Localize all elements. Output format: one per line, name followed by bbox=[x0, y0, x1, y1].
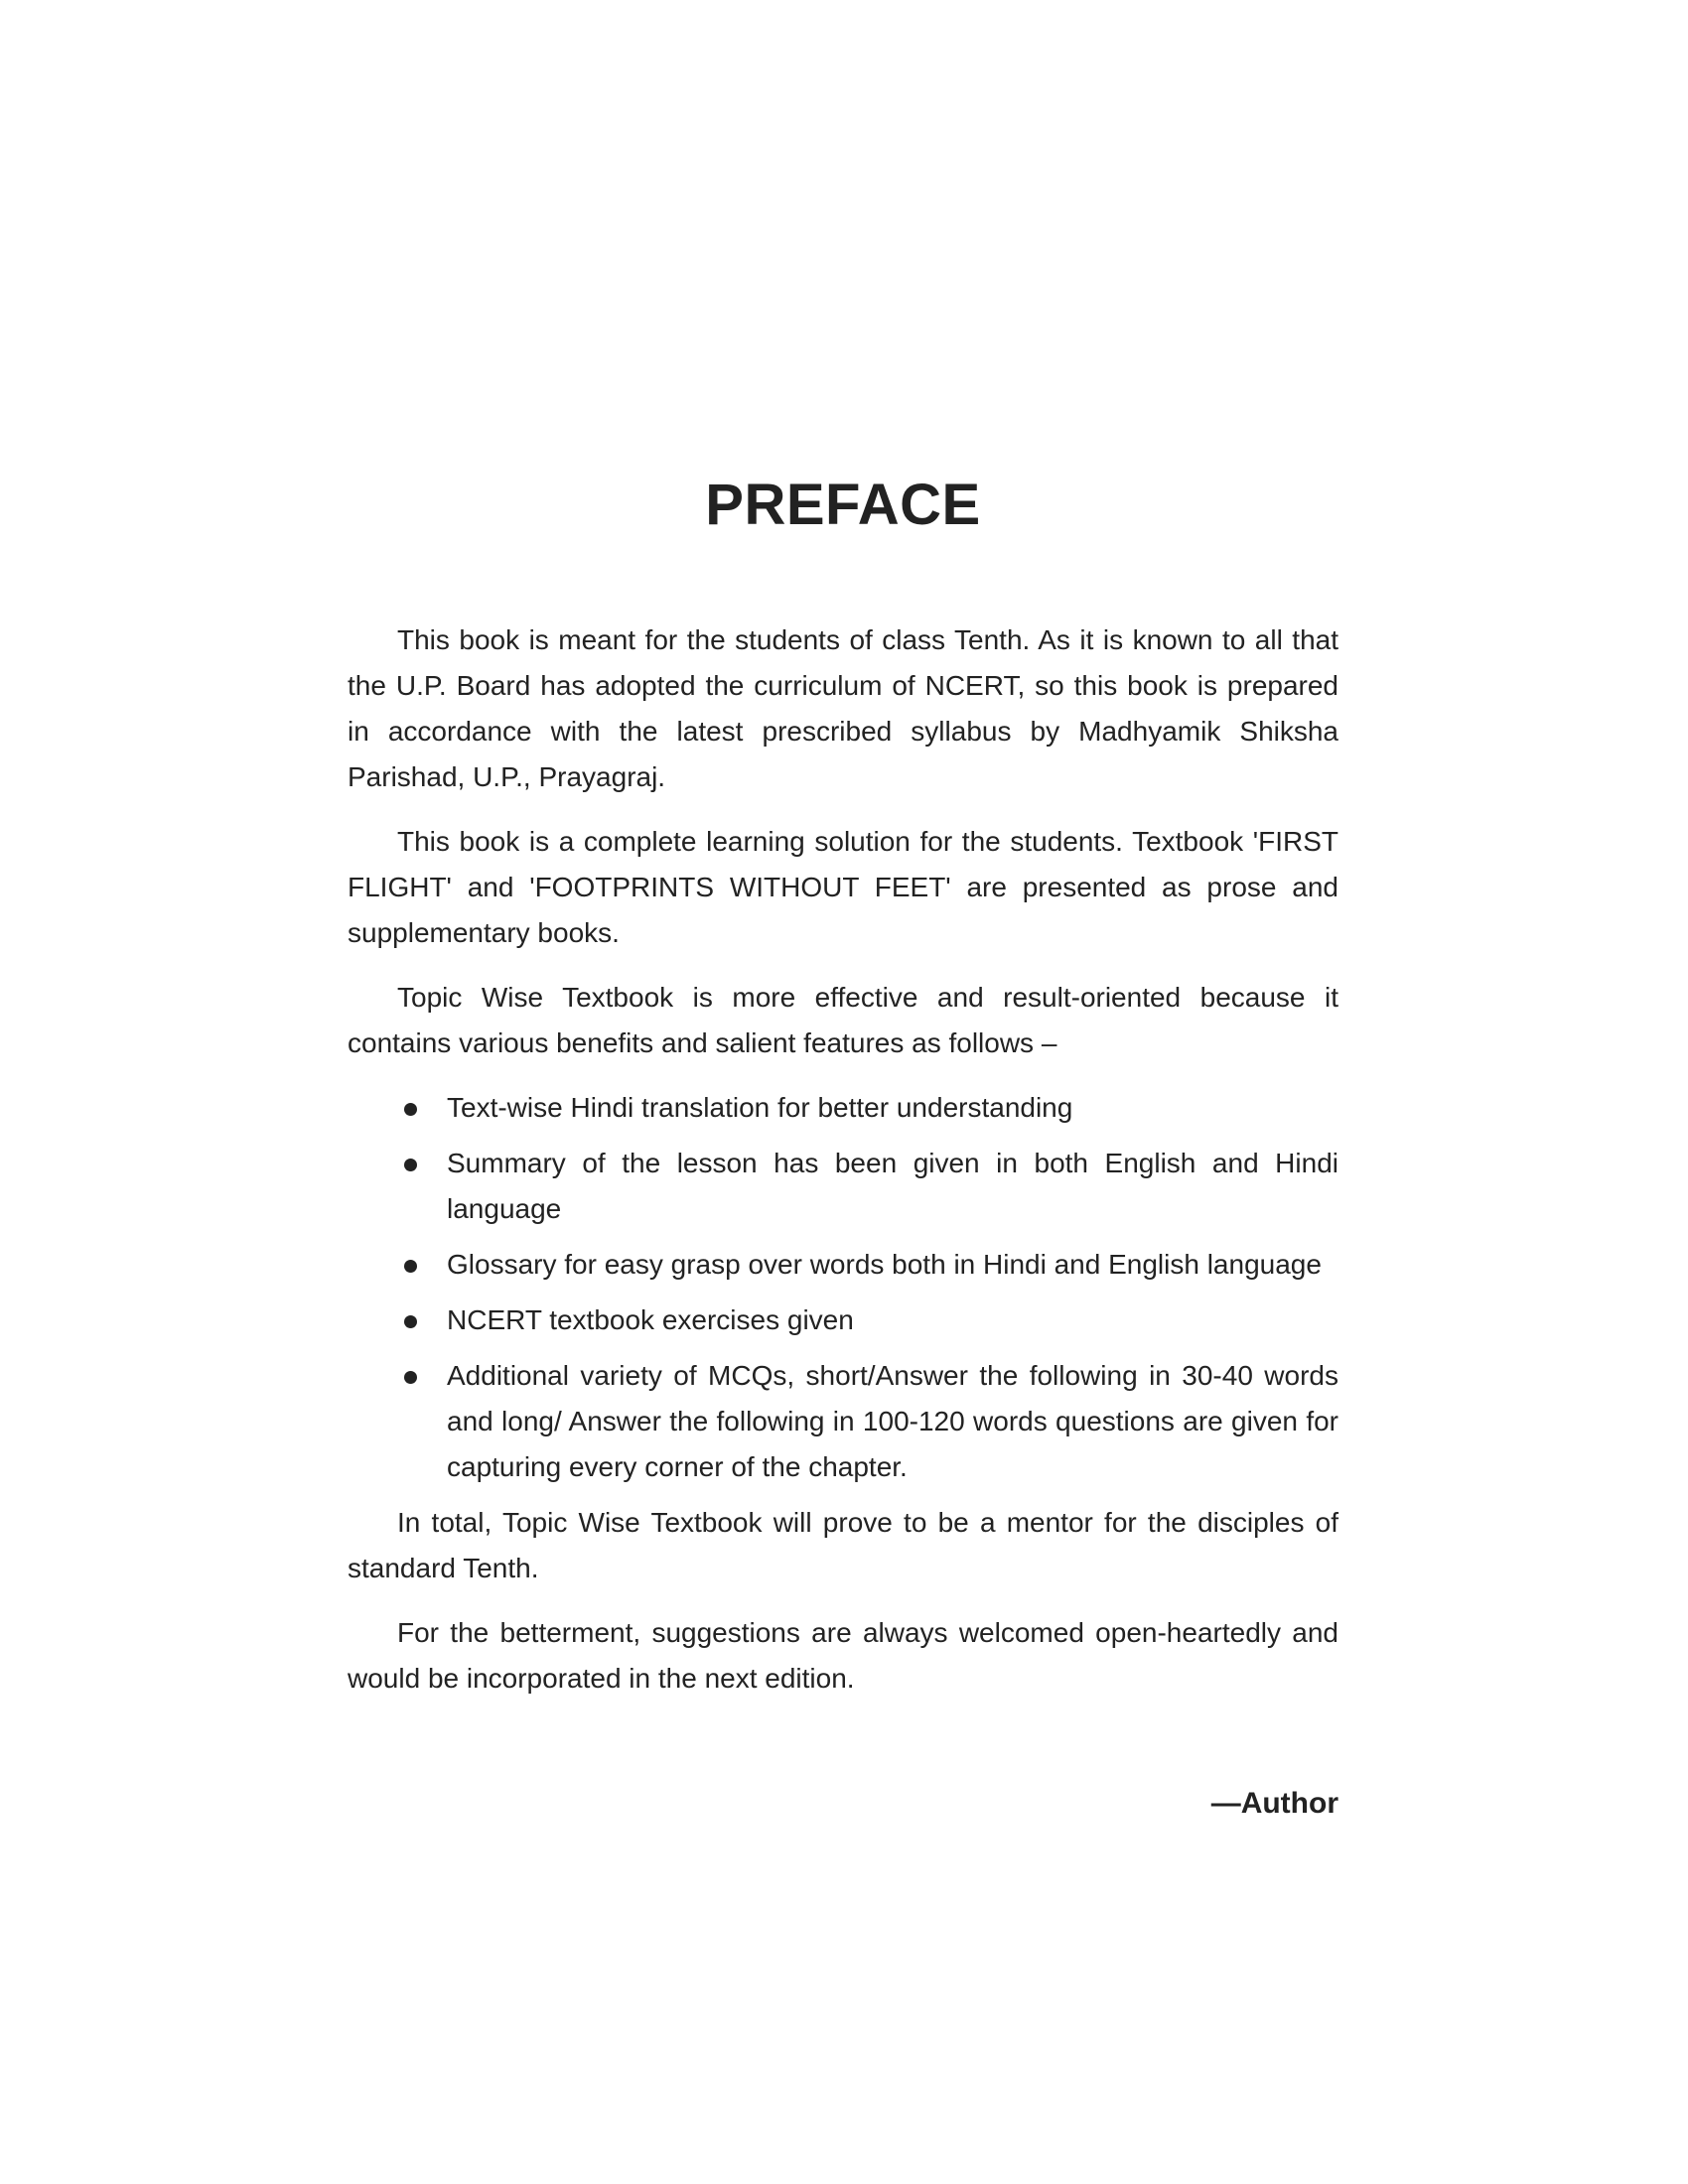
feature-text: Glossary for easy grasp over words both in Hindi and English language bbox=[447, 1249, 1322, 1280]
feature-text: Summary of the lesson has been given in both English and Hindi language bbox=[447, 1148, 1338, 1224]
bullet-icon bbox=[404, 1371, 417, 1384]
feature-list-item bbox=[348, 1141, 1338, 1232]
intro-paragraph: This book is a complete learning solution for the students. Textbook 'FIRST FLIGHT' and 'FOOTPRINTS WITHOUT FEET' are presented as prose and supplementary books. bbox=[348, 826, 1338, 948]
feature-list-item bbox=[348, 1085, 1338, 1131]
intro-paragraph: Topic Wise Textbook is more effective and result-oriented because it contains various benefits and salient features as follows – bbox=[348, 982, 1338, 1058]
closing-paragraph: For the betterment, suggestions are always welcomed open-heartedly and would be incorporated in the next edition. bbox=[348, 1617, 1338, 1694]
feature-text: Text-wise Hindi translation for better understanding bbox=[447, 1092, 1073, 1123]
bullet-icon bbox=[404, 1260, 417, 1273]
author-signature: —Author bbox=[1210, 1787, 1338, 1820]
bullet-icon bbox=[404, 1159, 417, 1171]
page-title: PREFACE bbox=[705, 473, 981, 537]
bullet-icon bbox=[404, 1315, 417, 1328]
feature-text: NCERT textbook exercises given bbox=[447, 1304, 854, 1335]
feature-list-item bbox=[348, 1242, 1338, 1288]
preface-page bbox=[348, 473, 1338, 1827]
features-list bbox=[348, 1085, 1338, 1490]
intro-paragraph: This book is meant for the students of class Tenth. As it is known to all that the U.P. Board has adopted the curriculum of NCERT, so this book is prepared in accordance with the latest prescribed syllabus by Madhyamik Shiksha Parishad, U.P., Prayagraj. bbox=[348, 624, 1338, 792]
feature-list-item bbox=[348, 1297, 1338, 1343]
bullet-icon bbox=[404, 1103, 417, 1116]
feature-list-item bbox=[348, 1353, 1338, 1490]
closing-paragraph: In total, Topic Wise Textbook will prove to be a mentor for the disciples of standard Tenth. bbox=[348, 1507, 1338, 1583]
feature-text: Additional variety of MCQs, short/Answer the following in 30-40 words and long/ Answer the following in 100-120 words questions are given for capturing every corner of the chapter. bbox=[447, 1360, 1338, 1482]
